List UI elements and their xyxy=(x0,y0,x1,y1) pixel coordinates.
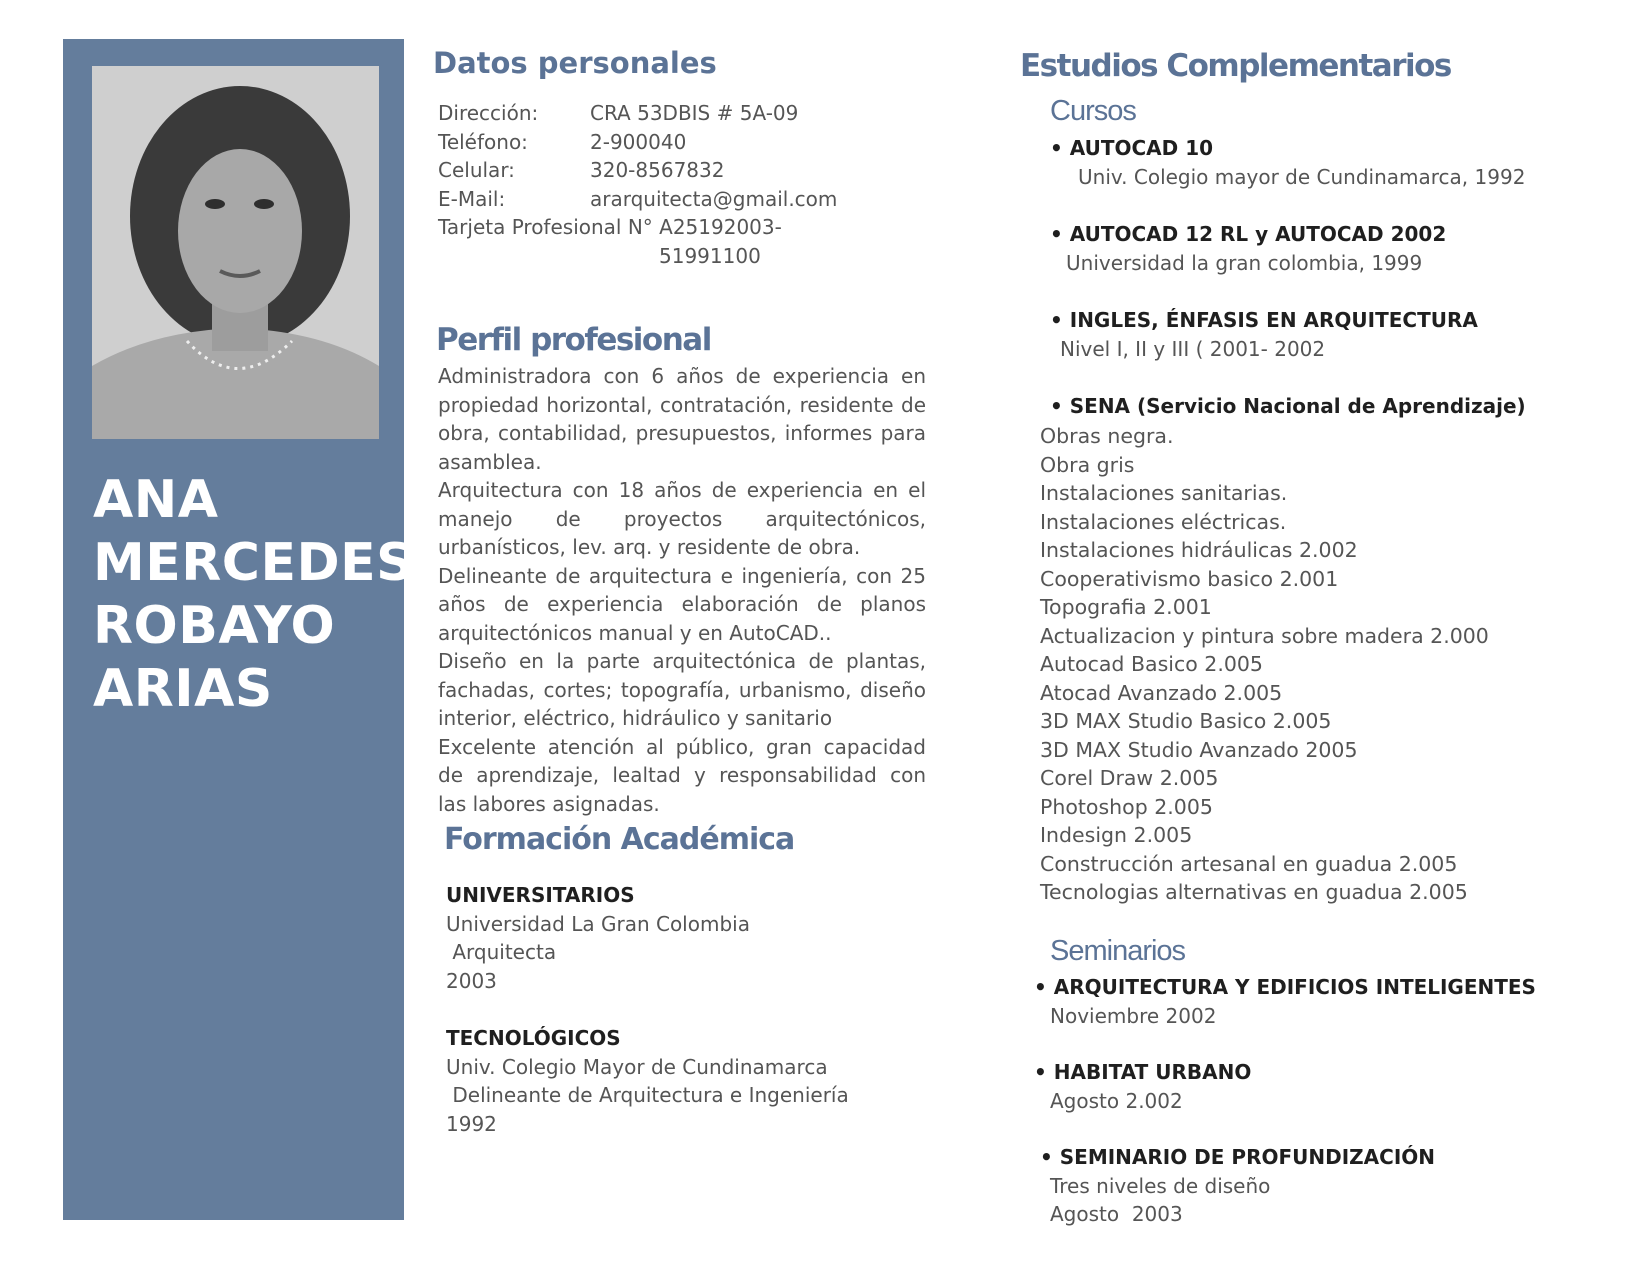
datos-title: Datos personales xyxy=(433,46,717,80)
list-item: Actualizacion y pintura sobre madera 2.000 xyxy=(1040,623,1489,648)
list-item: Indesign 2.005 xyxy=(1040,823,1193,847)
email-label: E-Mail: xyxy=(438,186,506,211)
list-item: 3D MAX Studio Avanzado 2005 xyxy=(1040,737,1358,762)
datos-personales xyxy=(438,99,837,270)
list-item: Topografia 2.001 xyxy=(1040,595,1212,619)
seminario-name: SEMINARIO DE PROFUNDIZACIÓN xyxy=(1059,1145,1435,1169)
seminario-line: Agosto 2.002 xyxy=(1050,1088,1183,1113)
seminario-line: Noviembre 2002 xyxy=(1050,1003,1217,1028)
email-row xyxy=(438,185,837,214)
curso-detail: Nivel I, II y III ( 2001- 2002 xyxy=(1060,336,1326,361)
list-item: Photoshop 2.005 xyxy=(1040,794,1213,819)
perfil-paragraph: Diseño en la parte arquitectónica de plantas, fachadas, cortes; topografía, urbanismo, diseño interior, eléctrico, hidráulico y sanitario xyxy=(438,649,926,730)
curso-name: SENA (Servicio Nacional de Aprendizaje) xyxy=(1069,394,1526,418)
sena-list xyxy=(1040,422,1489,907)
name-line: ARIAS xyxy=(93,659,273,719)
full-name xyxy=(93,469,414,721)
formacion xyxy=(446,881,849,1138)
name-line: ANA xyxy=(93,470,219,530)
portrait-image xyxy=(92,66,379,439)
seminario-item: • HABITAT URBANO Agosto 2.002 xyxy=(1034,1058,1251,1115)
perfil-title: Perfil profesional xyxy=(436,322,711,358)
curso-name: AUTOCAD 10 xyxy=(1069,136,1214,160)
formacion-title: Formación Académica xyxy=(444,822,795,857)
email-value: ararquitecta@gmail.com xyxy=(590,186,838,211)
curso-name: INGLES, ÉNFASIS EN ARQUITECTURA xyxy=(1069,308,1478,332)
perfil-paragraph: Administradora con 6 años de experiencia en propiedad horizontal, contratación, residente de obra, contabilidad, presupuestos, informes para asamblea. xyxy=(438,364,926,474)
sidebar xyxy=(63,39,415,1220)
phone-value: 2-900040 xyxy=(590,129,687,154)
tarjeta-profesional: Tarjeta Profesional N° A25192003- xyxy=(438,215,782,239)
portrait-photo xyxy=(92,66,379,439)
seminario-name: ARQUITECTURA Y EDIFICIOS INTELIGENTES xyxy=(1053,975,1536,999)
list-item: Corel Draw 2.005 xyxy=(1040,766,1219,790)
estudios-title: Estudios Complementarios xyxy=(1020,48,1451,84)
list-item: Instalaciones hidráulicas 2.002 xyxy=(1040,538,1358,562)
seminarios-title: Seminarios xyxy=(1050,935,1186,967)
list-item: Cooperativismo basico 2.001 xyxy=(1040,566,1339,591)
spacer xyxy=(446,995,849,1024)
list-item: Instalaciones sanitarias. xyxy=(1040,481,1288,505)
seminario-item: • SEMINARIO DE PROFUNDIZACIÓN Tres niveles de diseño Agosto 2003 xyxy=(1040,1143,1435,1229)
uni-line: 2003 xyxy=(446,968,497,993)
list-item: Construcción artesanal en guadua 2.005 xyxy=(1040,851,1458,876)
tecnologicos-title: TECNOLÓGICOS xyxy=(446,1026,621,1050)
seminario-line: Tres niveles de diseño xyxy=(1050,1173,1271,1198)
uni-line: Universidad La Gran Colombia xyxy=(446,911,750,936)
curso-name: AUTOCAD 12 RL y AUTOCAD 2002 xyxy=(1069,222,1447,246)
name-line: MERCEDES xyxy=(93,533,415,593)
tec-line: Delineante de Arquitectura e Ingeniería xyxy=(446,1083,849,1107)
tec-line: Univ. Colegio Mayor de Cundinamarca xyxy=(446,1054,828,1079)
tec-line: 1992 xyxy=(446,1111,497,1136)
list-item: Tecnologias alternativas en guadua 2.005 xyxy=(1040,880,1468,904)
list-item: Obras negra. xyxy=(1040,424,1174,448)
curso-item: • SENA (Servicio Nacional de Aprendizaje) xyxy=(1050,394,1526,418)
curso-item: • AUTOCAD 10 Univ. Colegio mayor de Cundinamarca, 1992 xyxy=(1050,134,1525,191)
universitarios-title: UNIVERSITARIOS xyxy=(446,883,635,907)
seminario-name: HABITAT URBANO xyxy=(1053,1060,1252,1084)
address-row xyxy=(438,99,837,128)
list-item: Atocad Avanzado 2.005 xyxy=(1040,680,1283,705)
name-line: ROBAYO xyxy=(93,596,336,656)
address-label: Dirección: xyxy=(438,101,539,125)
seminario-line: Agosto 2003 xyxy=(1050,1202,1183,1226)
cell-row xyxy=(438,156,837,185)
curso-item: • INGLES, ÉNFASIS EN ARQUITECTURA Nivel I, II y III ( 2001- 2002 xyxy=(1050,306,1478,363)
curso-detail: Univ. Colegio mayor de Cundinamarca, 1992 xyxy=(1078,164,1526,189)
cell-value: 320-8567832 xyxy=(590,158,725,182)
perfil-paragraph: Delineante de arquitectura e ingeniería, con 25 años de experiencia elaboración de planos arquitectónicos manual y en AutoCAD.. xyxy=(438,563,926,645)
list-item: Obra gris xyxy=(1040,452,1135,477)
list-item: Autocad Basico 2.005 xyxy=(1040,652,1263,676)
address-value: CRA 53DBIS # 5A-09 xyxy=(590,101,799,125)
seminario-item: • ARQUITECTURA Y EDIFICIOS INTELIGENTES Noviembre 2002 xyxy=(1034,973,1536,1030)
uni-line: Arquitecta xyxy=(446,940,557,964)
cell-label: Celular: xyxy=(438,158,515,182)
tarjeta-number: 51991100 xyxy=(659,243,761,268)
curso-item: • AUTOCAD 12 RL y AUTOCAD 2002 Universidad la gran colombia, 1999 xyxy=(1050,220,1446,277)
phone-label: Teléfono: xyxy=(438,129,528,154)
phone-row xyxy=(438,128,837,157)
perfil-text xyxy=(438,362,926,818)
list-item: 3D MAX Studio Basico 2.005 xyxy=(1040,709,1332,733)
cursos-title: Cursos xyxy=(1050,95,1136,127)
curso-detail: Universidad la gran colombia, 1999 xyxy=(1066,250,1423,275)
list-item: Instalaciones eléctricas. xyxy=(1040,509,1287,534)
perfil-paragraph: Arquitectura con 18 años de experiencia en el manejo de proyectos arquitectónicos, urbanísticos, lev. arq. y residente de obra. xyxy=(438,478,926,559)
perfil-paragraph: Excelente atención al público, gran capacidad de aprendizaje, lealtad y responsabilidad con las labores asignadas. xyxy=(438,734,926,816)
